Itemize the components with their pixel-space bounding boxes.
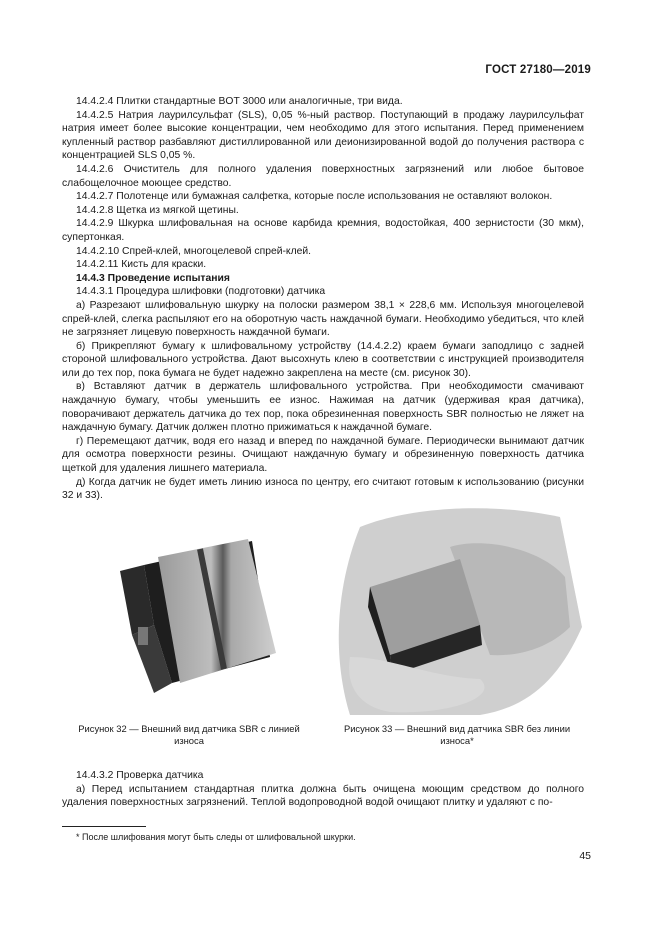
paragraph: б) Прикрепляют бумагу к шлифовальному устройству (14.4.2.2) краем бумаги заподлицо с задней стороной шлифовального устройства. Дают высохнуть клею в соответствии с инструкцией производителя или до тех пор, пока бумага не будет надежно закреплена на месте (см. рисунок 30).: [62, 340, 584, 379]
caption-line: Рисунок 32 — Внешний вид датчика SBR с линией: [78, 723, 300, 734]
paragraph: д) Когда датчик не будет иметь линию износа по центру, его считают готовым к использованию (рисунки 32 и 33).: [62, 476, 584, 502]
figure-33: [330, 507, 584, 747]
footnote-divider: [62, 826, 146, 827]
paragraph: 14.4.3.1 Процедура шлифовки (подготовки) датчика: [76, 286, 326, 298]
standard-header: ГОСТ 27180—2019: [485, 64, 591, 76]
paragraph: 14.4.2.4 Плитки стандартные BOT 3000 или аналогичные, три вида.: [76, 96, 403, 107]
paragraph: а) Разрезают шлифовальную шкурку на полоски размером 38,1 × 228,6 мм. Используя многоцелевой спрей-клей, слегка распыляют его на оборотную часть наждачной бумаги. Необходимо убедиться, что клей не загрязняет лицевую поверхность наждачной бумаги.: [62, 299, 584, 339]
paragraph: 14.4.2.10 Спрей-клей, многоцелевой спрей-клей.: [76, 245, 312, 257]
paragraph: 14.4.2.6 Очиститель для полного удаления поверхностных загрязнений или любое бытовое слабощелочное моющее средство.: [62, 163, 584, 189]
paragraph: 14.4.2.11 Кисть для краски.: [76, 259, 207, 271]
main-text: [62, 95, 584, 503]
section-heading: 14.4.3 Проведение испытания: [76, 272, 230, 284]
paragraph: г) Перемещают датчик, водя его назад и вперед по наждачной бумаге. Периодически вынимают датчик для осмотра поверхности резины. Очищают наждачную бумагу и обрезиненную поверхность датчика щеткой для удаления лишнего материала.: [62, 435, 584, 475]
figure-32-caption: [62, 723, 316, 747]
caption-line: износа*: [440, 735, 474, 746]
continued-text: [62, 769, 584, 810]
paragraph: 14.4.2.9 Шкурка шлифовальная на основе карбида кремния, водостойкая, 400 зернистости (30 мкм), супертонкая.: [62, 218, 584, 243]
figure-32: [62, 507, 316, 747]
page-number: 45: [579, 850, 591, 862]
sensor-with-wear-line-image: [62, 507, 316, 717]
caption-line: Рисунок 33 — Внешний вид датчика SBR без линии: [343, 723, 571, 734]
footnote: * После шлифования могут быть следы от шлифовальной шкурки.: [76, 832, 356, 842]
paragraph: 14.4.2.8 Щетка из мягкой щетины.: [76, 204, 239, 216]
paragraph: 14.4.3.2 Проверка датчика: [76, 770, 204, 781]
figures-row: [62, 507, 584, 757]
paragraph: в) Вставляют датчик в держатель шлифовального устройства. При необходимости смачивают наждачную бумагу, чтобы уменьшить ее износ. Нажимая на датчик (удерживая края датчика), поворачивают держатель датчика до тех пор, пока обрезиненная поверхность SBR полностью не ляжет на наждачную бумагу. Датчик должен плотно прижиматься к наждачной бумаге.: [62, 381, 584, 434]
caption-line: износа: [174, 735, 204, 746]
sensor-without-wear-line-image: [330, 507, 584, 717]
figure-33-caption: [330, 723, 584, 747]
paragraph: а) Перед испытанием стандартная плитка должна быть очищена моющим средством до полного удаления поверхностных загрязнений. Теплой водопроводной водой очищают плитку и удаляют с по-: [62, 783, 584, 809]
paragraph: 14.4.2.7 Полотенце или бумажная салфетка, которые после использования не оставляют волокон.: [76, 191, 553, 203]
paragraph: 14.4.2.5 Натрия лаурилсульфат (SLS), 0,05 %-ный раствор. Поступающий в продажу лаурилсульфат натрия имеет более высокие концентрации, чем необходимо для этого испытания. Перед применением купленный раствор разбавляют дистиллированной или деионизированной водой до получения раствора с концентрацией SLS 0,05 %.: [62, 109, 584, 162]
